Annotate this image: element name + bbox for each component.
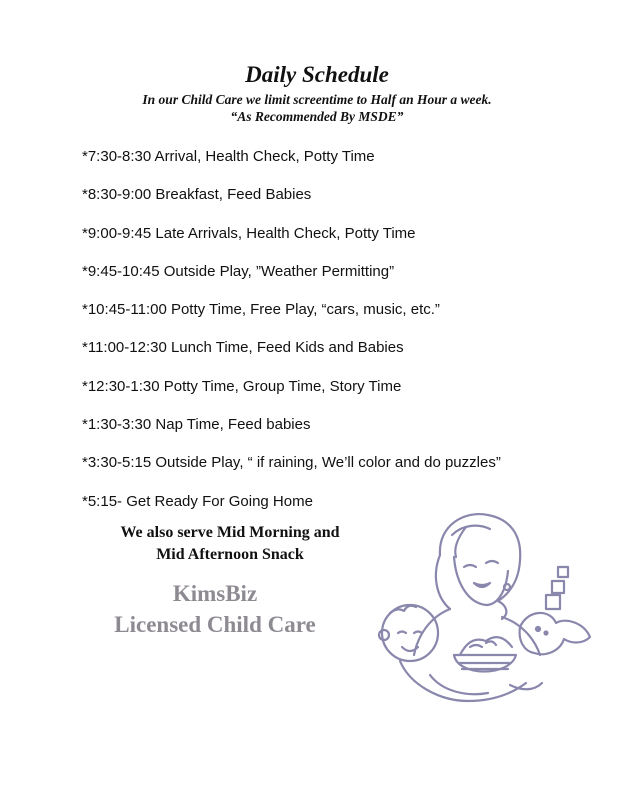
toy-blocks — [546, 595, 560, 609]
schedule-item: *9:45-10:45 Outside Play, ”Weather Permitting” — [82, 262, 395, 280]
schedule-list — [82, 146, 501, 529]
brand-name: KimsBiz — [172, 581, 258, 606]
msde-note: “As Recommended By MSDE” — [230, 109, 404, 124]
brand-tagline: Licensed Child Care — [114, 612, 316, 637]
page-title: Daily Schedule — [245, 62, 389, 87]
schedule-item: *12:30-1:30 Potty Time, Group Time, Story Time — [82, 377, 402, 395]
mother-child-illustration — [370, 505, 602, 720]
puppy — [520, 613, 590, 654]
schedule-item: *1:30-3:30 Nap Time, Feed babies — [82, 416, 311, 434]
schedule-item: *11:00-12:30 Lunch Time, Feed Kids and Babies — [82, 339, 404, 357]
snack-note — [95, 522, 365, 566]
schedule-item: *8:30-9:00 Breakfast, Feed Babies — [82, 186, 312, 204]
schedule-item: *9:00-9:45 Late Arrivals, Health Check, Potty Time — [82, 224, 416, 242]
snack-line-2: Mid Afternoon Snack — [156, 546, 304, 563]
schedule-item: *5:15- Get Ready For Going Home — [82, 492, 313, 510]
screentime-note: In our Child Care we limit screentime to Half an Hour a week. — [142, 92, 492, 107]
mother-face — [454, 557, 508, 605]
brand-block — [85, 578, 345, 640]
schedule-item: *3:30-5:15 Outside Play, “ if raining, We’ll color and do puzzles” — [82, 454, 501, 472]
schedule-item: *10:45-11:00 Potty Time, Free Play, “cars, music, etc.” — [82, 301, 440, 319]
snack-line-1: We also serve Mid Morning and — [120, 524, 340, 541]
schedule-item: *7:30-8:30 Arrival, Health Check, Potty Time — [82, 148, 375, 165]
